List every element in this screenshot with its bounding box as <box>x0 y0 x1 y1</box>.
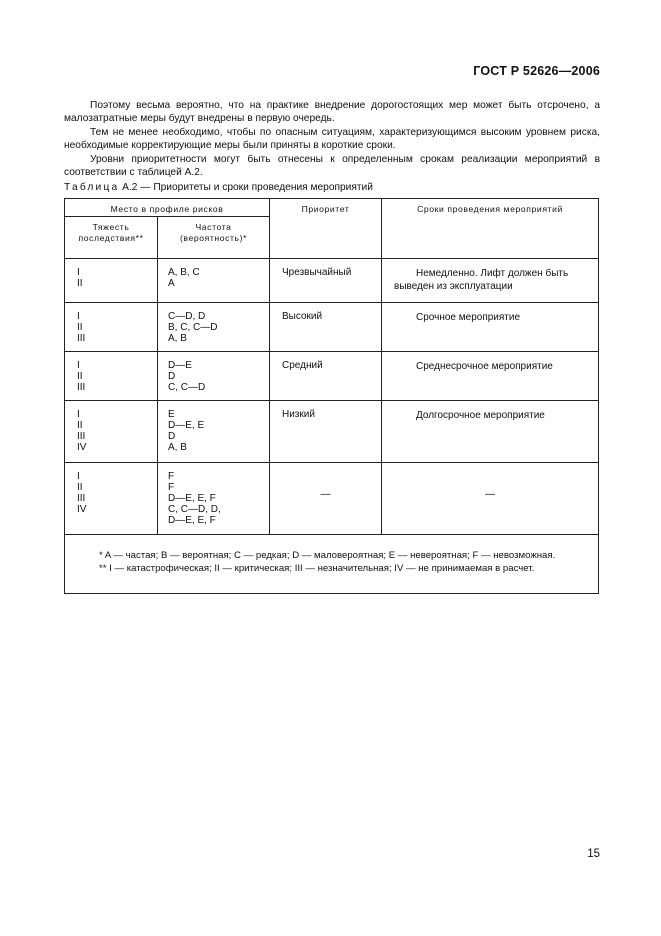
frequency-value: A, B <box>168 442 187 453</box>
note-frequency: * A — частая; B — вероятная; C — редкая; D — маловероятная; E — невероятная; F — невозможная. <box>99 550 556 561</box>
severity-cell <box>65 401 158 463</box>
notes-row <box>65 535 599 594</box>
severity-value: II <box>77 371 83 382</box>
severity-value: I <box>77 471 80 482</box>
severity-cell <box>65 303 158 352</box>
severity-value: II <box>77 322 83 333</box>
standard-code: ГОСТ Р 52626—2006 <box>473 64 600 78</box>
severity-value: II <box>77 278 83 289</box>
table-caption-text: А.2 — Приоритеты и сроки проведения мероприятий <box>119 182 373 193</box>
frequency-value: A, B, C <box>168 267 200 278</box>
terms-text: Немедленно. Лифт должен быть выведен из эксплуатации <box>394 268 569 292</box>
paragraph: Уровни приоритетности могут быть отнесены к определенным срокам реализации мероприятий в соответствии с таблицей А.2. <box>64 154 600 178</box>
priority-cell: Чрезвычайный <box>270 259 382 303</box>
frequency-value: A, B <box>168 333 187 344</box>
table-row <box>65 401 599 463</box>
header-frequency: Частота (вероятность)* <box>158 217 270 259</box>
table-header-row <box>65 199 599 217</box>
severity-value: II <box>77 482 83 493</box>
frequency-value: D—E, E, F <box>168 493 216 504</box>
frequency-value: A <box>168 278 175 289</box>
frequency-cell <box>158 303 270 352</box>
severity-cell <box>65 352 158 401</box>
frequency-value: F <box>168 471 175 482</box>
severity-value: III <box>77 493 86 504</box>
table-row <box>65 303 599 352</box>
priority-table <box>64 198 599 594</box>
paragraph: Поэтому весьма вероятно, что на практике внедрение дорогостоящих мер может быть отсрочено, а малозатратные меры будут внедрены в первую очередь. <box>64 100 600 124</box>
frequency-value: B, C, C—D <box>168 322 218 333</box>
header-terms: Сроки проведения мероприятий <box>382 199 599 259</box>
page-number: 15 <box>587 848 600 860</box>
severity-value: II <box>77 420 83 431</box>
severity-value: I <box>77 267 80 278</box>
severity-value: III <box>77 382 86 393</box>
terms-cell <box>382 352 599 401</box>
note-severity: ** I — катастрофическая; II — критическая; III — незначительная; IV — не принимаемая в расчет. <box>99 563 535 574</box>
frequency-value: C, C—D <box>168 382 206 393</box>
severity-value: III <box>77 431 86 442</box>
table-row <box>65 463 599 535</box>
severity-cell <box>65 259 158 303</box>
frequency-value: D <box>168 431 176 442</box>
frequency-value: D <box>168 371 176 382</box>
frequency-value: D—E, E, F <box>168 515 216 526</box>
table-row <box>65 259 599 303</box>
frequency-cell <box>158 463 270 535</box>
terms-text: Срочное мероприятие <box>416 312 521 323</box>
severity-value: III <box>77 333 86 344</box>
terms-text: Долгосрочное мероприятие <box>416 410 545 421</box>
severity-value: IV <box>77 504 87 515</box>
frequency-value: E <box>168 409 175 420</box>
table-caption <box>64 182 373 193</box>
frequency-value: F <box>168 482 175 493</box>
priority-cell: Средний <box>270 352 382 401</box>
header-severity: Тяжесть последствия** <box>65 217 158 259</box>
terms-cell <box>382 463 599 535</box>
table-notes <box>65 535 599 594</box>
frequency-cell <box>158 259 270 303</box>
priority-cell: Низкий <box>270 401 382 463</box>
body-text <box>64 100 600 181</box>
frequency-cell <box>158 352 270 401</box>
frequency-cell <box>158 401 270 463</box>
header-priority: Приоритет <box>270 199 382 259</box>
paragraph: Тем не менее необходимо, чтобы по опасным ситуациям, характеризующимся высоким уровнем риска, необходимые корректирующие меры были приняты в короткие сроки. <box>64 127 600 151</box>
terms-cell <box>382 401 599 463</box>
table-row <box>65 352 599 401</box>
severity-value: I <box>77 311 80 322</box>
terms-text: — <box>485 489 495 500</box>
frequency-value: C, C—D, D, <box>168 504 221 515</box>
severity-cell <box>65 463 158 535</box>
table-caption-word: Таблица <box>64 182 120 193</box>
severity-value: I <box>77 409 80 420</box>
priority-cell: — <box>270 463 382 535</box>
terms-cell <box>382 259 599 303</box>
frequency-value: C—D, D <box>168 311 206 322</box>
header-risk-profile: Место в профиле рисков <box>65 199 270 217</box>
severity-value: I <box>77 360 80 371</box>
priority-cell: Высокий <box>270 303 382 352</box>
terms-cell <box>382 303 599 352</box>
severity-value: IV <box>77 442 87 453</box>
frequency-value: D—E <box>168 360 192 371</box>
frequency-value: D—E, E <box>168 420 205 431</box>
terms-text: Среднесрочное мероприятие <box>416 361 553 372</box>
